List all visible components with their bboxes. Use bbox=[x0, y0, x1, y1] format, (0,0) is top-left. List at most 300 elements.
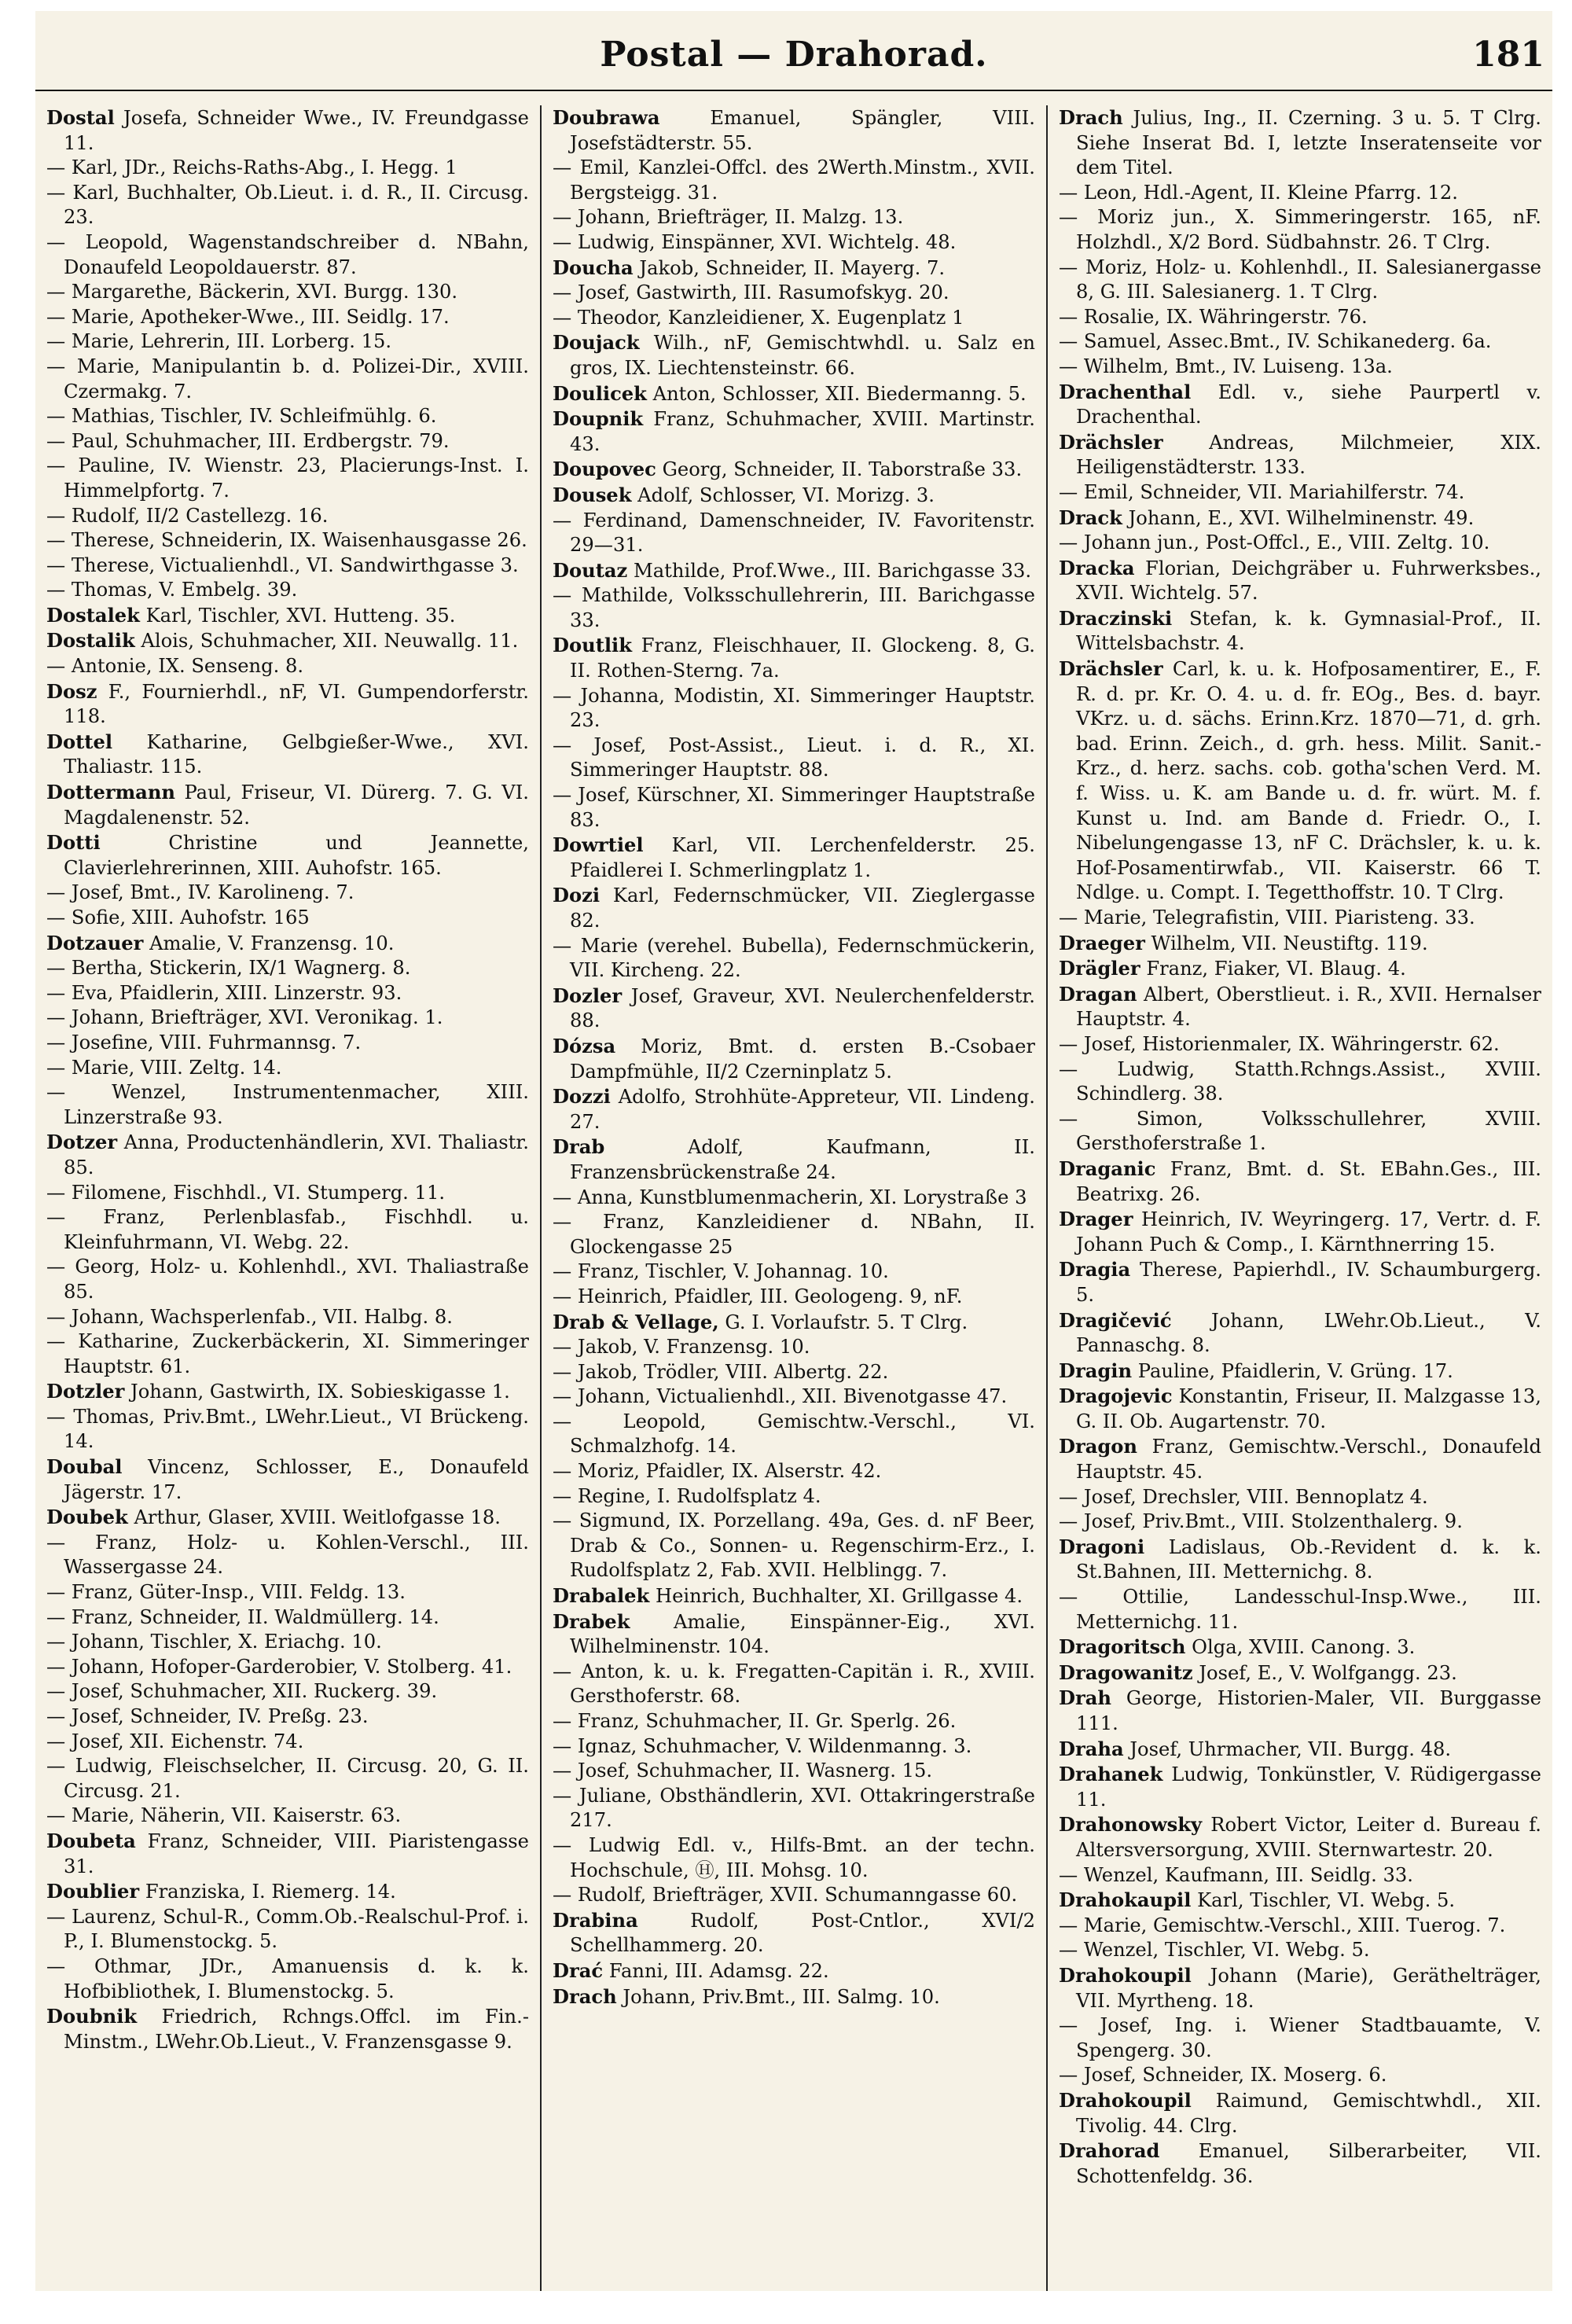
directory-entry bbox=[46, 1754, 529, 1804]
entry-text: Adolf, Kaufmann, II. Franzensbrückenstraße 24. bbox=[570, 1136, 1035, 1183]
directory-entry bbox=[553, 583, 1035, 633]
entry-text: — Franz, Perlenblasfab., Fischhdl. u. Kleinfuhrmann, VI. Webg. 22. bbox=[46, 1206, 529, 1253]
entry-surname: Drächsler bbox=[1059, 657, 1163, 681]
entry-text: Johann (Marie), Geräthelträger, VII. Myrtheng. 18. bbox=[1076, 1964, 1541, 2012]
entry-text: Karl, Tischler, VI. Webg. 5. bbox=[1191, 1889, 1456, 1912]
entry-surname: Drać bbox=[553, 1958, 604, 1982]
entry-text: Edl. v., siehe Paurpertl v. Drachenthal. bbox=[1076, 381, 1541, 428]
directory-entry bbox=[46, 603, 529, 629]
entry-text: — Jakob, V. Franzensg. 10. bbox=[553, 1336, 810, 1359]
entry-surname: Doubal bbox=[46, 1455, 123, 1479]
entry-text: Julius, Ing., II. Czerning. 3 u. 5. T Clrg. Siehe Inserat Bd. I, letzte Inseratenseite vor dem Titel. bbox=[1076, 107, 1541, 179]
entry-text: Karl, VII. Lerchenfelderstr. 25. Pfaidlerei I. Schmerlingplatz 1. bbox=[570, 834, 1035, 881]
entry-surname: Drächsler bbox=[1059, 430, 1163, 454]
directory-entry bbox=[1059, 2138, 1541, 2189]
entry-text: Katharine, Gelbgießer-Wwe., XVI. Thaliastr. 115. bbox=[64, 730, 529, 778]
entry-text: Albert, Oberstlieut. i. R., XVII. Hernalser Hauptstr. 4. bbox=[1076, 983, 1541, 1031]
entry-text: — Karl, JDr., Reichs-Raths-Abg., I. Hegg. 1 bbox=[46, 156, 457, 179]
directory-entry bbox=[1059, 1762, 1541, 1812]
directory-page bbox=[35, 11, 1552, 2291]
entry-text: — Ludwig Edl. v., Hilfs-Bmt. an der techn. Hochschule, Ⓗ, III. Mohsg. 10. bbox=[553, 1833, 1035, 1881]
entry-text: — Anton, k. u. k. Fregatten-Capitän i. R., XVIII. Gersthoferstr. 68. bbox=[553, 1660, 1035, 1708]
entry-text: — Wenzel, Instrumentenmacher, XIII. Linzerstraße 93. bbox=[46, 1081, 529, 1128]
entry-text: Carl, k. u. k. Hofposamentirer, E., F. R. d. pr. Kr. O. 4. u. d. fr. EOg., Bes. d. bayr. VKrz. u. d. sächs. Erinn.Krz. 1870—71, d. grh. bad. Erinn. Zeich., d. grh. hess. Milit. Sanit.-Krz., d. herz. sachs. cob. gotha'schen Verd. M. f. Wiss. u. K. am Bande u. d. fr. würt. M. f. Kunst u. Ind. am Bande d. Friedr. O., I. Nibelungengasse 13, nF C. Drächsler, k. u. k. Hof-Posamentirwfab., VII. Kaiserstr. 66 T. Ndlge. u. Compt. I. Tegetthoffstr. 10. T Clrg. bbox=[1076, 658, 1541, 904]
entry-surname: Drahokoupil bbox=[1059, 2088, 1192, 2112]
entry-text: — Moriz, Pfaidler, IX. Alserstr. 42. bbox=[553, 1460, 882, 1483]
entry-text: — Franz, Kanzleidiener d. NBahn, II. Glockengasse 25 bbox=[553, 1211, 1035, 1258]
directory-entry bbox=[1059, 480, 1541, 506]
entry-surname: Dotti bbox=[46, 831, 101, 855]
entry-surname: Dozler bbox=[553, 984, 623, 1007]
entry-text: — Josef, Schneider, IX. Moserg. 6. bbox=[1059, 2064, 1387, 2087]
directory-entry bbox=[46, 1505, 529, 1531]
directory-entry bbox=[553, 558, 1035, 584]
entry-text: — Rosalie, IX. Währingerstr. 76. bbox=[1059, 305, 1368, 328]
directory-entry bbox=[553, 1958, 1035, 1984]
entry-text: Josefa, Schneider Wwe., IV. Freundgasse 11. bbox=[64, 107, 529, 154]
directory-entry bbox=[46, 1905, 529, 1954]
column-left bbox=[35, 105, 542, 2291]
entry-text: — Ludwig, Fleischselcher, II. Circusg. 20, G. II. Circusg. 21. bbox=[46, 1755, 529, 1802]
directory-entry bbox=[1059, 305, 1541, 330]
entry-surname: Dragičević bbox=[1059, 1308, 1172, 1332]
entry-text: Johann, E., XVI. Wilhelminenstr. 49. bbox=[1122, 506, 1475, 529]
directory-entry bbox=[1059, 1384, 1541, 1434]
directory-entry bbox=[46, 528, 529, 553]
entry-text: — Therese, Victualienhdl., VI. Sandwirthgasse 3. bbox=[46, 553, 519, 576]
directory-entry bbox=[1059, 2063, 1541, 2088]
directory-entry bbox=[1059, 931, 1541, 957]
entry-text: — Georg, Holz- u. Kohlenhdl., XVI. Thaliastraße 85. bbox=[46, 1256, 529, 1303]
directory-entry bbox=[46, 578, 529, 603]
entry-text: — Ludwig, Einspänner, XVI. Wichtelg. 48. bbox=[553, 230, 957, 253]
directory-entry bbox=[553, 105, 1035, 156]
entry-text: — Josefine, VIII. Fuhrmannsg. 7. bbox=[46, 1031, 362, 1054]
entry-surname: Draeger bbox=[1059, 931, 1145, 954]
directory-entry bbox=[1059, 1888, 1541, 1914]
directory-entry bbox=[46, 1080, 529, 1130]
directory-entry bbox=[1059, 105, 1541, 181]
entry-text: — Jakob, Trödler, VIII. Albertg. 22. bbox=[553, 1360, 889, 1383]
entry-surname: Draha bbox=[1059, 1737, 1124, 1760]
column-right bbox=[1048, 105, 1552, 2291]
directory-entry bbox=[1059, 1963, 1541, 2013]
entry-text: Friedrich, Rchngs.Offcl. im Fin.-Minstm., LWehr.Ob.Lieut., V. Franzensgasse 9. bbox=[64, 2006, 529, 2053]
directory-entry bbox=[1059, 956, 1541, 982]
entry-surname: Drab & Vellage, bbox=[553, 1310, 719, 1333]
entry-text: — Ludwig, Statth.Rchngs.Assist., XVIII. Schindlerg. 38. bbox=[1059, 1057, 1541, 1105]
entry-surname: Dowrtiel bbox=[553, 833, 644, 857]
entry-text: Anton, Schlosser, XII. Biedermanng. 5. bbox=[646, 382, 1027, 405]
directory-entry bbox=[553, 1410, 1035, 1459]
directory-entry bbox=[553, 684, 1035, 734]
entry-text: — Franz, Schneider, II. Waldmüllerg. 14. bbox=[46, 1605, 439, 1628]
entry-text: — Bertha, Stickerin, IX/1 Wagnerg. 8. bbox=[46, 957, 411, 980]
entry-surname: Drack bbox=[1059, 506, 1122, 529]
entry-surname: Drahanek bbox=[1059, 1763, 1163, 1786]
entry-text: Franz, Gemischtw.-Verschl., Donaufeld Hauptstr. 45. bbox=[1076, 1436, 1541, 1484]
entry-text: — Josef, Drechsler, VIII. Bennoplatz 4. bbox=[1059, 1485, 1428, 1508]
directory-entry bbox=[553, 1583, 1035, 1609]
entry-text: — Moriz jun., X. Simmeringerstr. 165, nF. Holzhdl., X/2 Bord. Südbahnstr. 26. T Clrg. bbox=[1059, 206, 1541, 253]
entry-text: Josef, Uhrmacher, VII. Burgg. 48. bbox=[1123, 1737, 1452, 1760]
page-number: 181 bbox=[1472, 35, 1544, 75]
directory-entry bbox=[46, 1879, 529, 1905]
entry-text: — Wilhelm, Bmt., IV. Luiseng. 13a. bbox=[1059, 355, 1393, 377]
directory-entry bbox=[46, 1255, 529, 1304]
column-middle bbox=[542, 105, 1048, 2291]
entry-text: Emanuel, Spängler, VIII. Josefstädterstr. 55. bbox=[570, 107, 1035, 154]
directory-entry bbox=[1059, 506, 1541, 531]
directory-entry bbox=[46, 355, 529, 404]
entry-text: Karl, Tischler, XVI. Hutteng. 35. bbox=[139, 604, 456, 627]
entry-surname: Dotzler bbox=[46, 1380, 125, 1403]
directory-entry bbox=[1059, 531, 1541, 556]
directory-entry bbox=[553, 1660, 1035, 1709]
entry-text: — Johann, Hofoper-Garderobier, V. Stolberg. 41. bbox=[46, 1655, 512, 1678]
entry-surname: Dragowanitz bbox=[1059, 1660, 1193, 1684]
entry-text: Konstantin, Friseur, II. Malzgasse 13, G. II. Ob. Augartenstr. 70. bbox=[1076, 1385, 1541, 1432]
entry-text: — Emil, Kanzlei-Offcl. des 2Werth.Minstm., XVII. Bergsteigg. 31. bbox=[553, 156, 1035, 204]
entry-text: Franz, Schuhmacher, XVIII. Martinstr. 43. bbox=[570, 408, 1035, 455]
entry-surname: Doujack bbox=[553, 331, 640, 355]
directory-entry bbox=[46, 1006, 529, 1031]
entry-text: Franziska, I. Riemerg. 14. bbox=[139, 1881, 396, 1903]
directory-entry bbox=[1059, 1812, 1541, 1863]
entry-text: — Sigmund, IX. Porzellang. 49a, Ges. d. nF Beer, Drab & Co., Sonnen- u. Regenschirm-Erz., I. Rudolfsplatz 2, Fab. XVII. Helblingg. 7. bbox=[553, 1509, 1035, 1582]
entry-surname: Dragia bbox=[1059, 1258, 1131, 1282]
entry-text: — Josef, Post-Assist., Lieut. i. d. R., XI. Simmeringer Hauptstr. 88. bbox=[553, 734, 1035, 781]
entry-text: — Heinrich, Pfaidler, III. Geologeng. 9, nF. bbox=[553, 1285, 963, 1307]
directory-entry bbox=[553, 230, 1035, 256]
entry-text: Stefan, k. k. Gymnasial-Prof., II. Wittelsbachstr. 4. bbox=[1076, 607, 1541, 655]
entry-text: — Antonie, IX. Senseng. 8. bbox=[46, 655, 304, 678]
directory-entry bbox=[1059, 1207, 1541, 1257]
entry-text: — Rudolf, Briefträger, XVII. Schumanngasse 60. bbox=[553, 1884, 1018, 1907]
directory-entry bbox=[46, 1655, 529, 1680]
directory-entry bbox=[553, 1134, 1035, 1185]
directory-entry bbox=[553, 1883, 1035, 1908]
entry-text: — Rudolf, II/2 Castellezg. 16. bbox=[46, 504, 329, 527]
directory-entry bbox=[1059, 2088, 1541, 2138]
entry-surname: Drabalek bbox=[553, 1584, 650, 1608]
entry-surname: Draczinski bbox=[1059, 606, 1173, 630]
entry-text: — Regine, I. Rudolfsplatz 4. bbox=[553, 1484, 821, 1507]
directory-entry bbox=[553, 1609, 1035, 1660]
entry-surname: Doulicek bbox=[553, 381, 647, 405]
directory-entry bbox=[1059, 556, 1541, 606]
entry-surname: Dostal bbox=[46, 106, 115, 129]
entry-text: — Ferdinand, Damenschneider, IV. Favoritenstr. 29—31. bbox=[553, 509, 1035, 557]
directory-entry bbox=[553, 1709, 1035, 1734]
entry-text: Franz, Bmt. d. St. EBahn.Ges., III. Beatrixg. 26. bbox=[1076, 1157, 1541, 1205]
directory-entry bbox=[46, 1329, 529, 1379]
entry-surname: Doucha bbox=[553, 256, 634, 279]
directory-entry bbox=[553, 1833, 1035, 1883]
entry-text: Adolfo, Strohhüte-Appreteur, VII. Lindeng. 27. bbox=[570, 1086, 1035, 1133]
directory-entry bbox=[46, 181, 529, 230]
entry-text: Paul, Friseur, VI. Dürerg. 7. G. VI. Magdalenenstr. 52. bbox=[64, 781, 529, 829]
directory-entry bbox=[46, 553, 529, 579]
directory-entry bbox=[46, 156, 529, 181]
directory-entry bbox=[46, 454, 529, 503]
directory-entry bbox=[1059, 982, 1541, 1032]
entry-text: — Josef, Schuhmacher, II. Wasnerg. 15. bbox=[553, 1760, 933, 1782]
entry-text: Jakob, Schneider, II. Mayerg. 7. bbox=[633, 256, 946, 279]
directory-entry bbox=[46, 1305, 529, 1330]
directory-entry bbox=[553, 934, 1035, 984]
directory-entry bbox=[553, 1259, 1035, 1285]
entry-text: — Josef, Historienmaler, IX. Währingerstr. 62. bbox=[1059, 1032, 1500, 1055]
entry-surname: Doutlik bbox=[553, 634, 633, 657]
entry-text: — Moriz, Holz- u. Kohlenhdl., II. Salesianergasse 8, G. III. Salesianerg. 1. T Clrg. bbox=[1059, 256, 1541, 303]
entry-surname: Dousek bbox=[553, 483, 632, 506]
entry-text: — Johann, Tischler, X. Eriachg. 10. bbox=[46, 1631, 382, 1653]
entry-text: — Franz, Schuhmacher, II. Gr. Sperlg. 26. bbox=[553, 1710, 957, 1732]
entry-text: — Franz, Tischler, V. Johannag. 10. bbox=[553, 1260, 889, 1283]
entry-text: — Katharine, Zuckerbäckerin, XI. Simmeringer Hauptstr. 61. bbox=[46, 1330, 529, 1377]
entry-text: Adolf, Schlosser, VI. Morizg. 3. bbox=[631, 484, 935, 506]
entry-text: — Karl, Buchhalter, Ob.Lieut. i. d. R., II. Circusg. 23. bbox=[46, 181, 529, 229]
entry-text: — Johann, Wachsperlenfab., VII. Halbg. 8. bbox=[46, 1305, 453, 1328]
directory-entry bbox=[1059, 1509, 1541, 1535]
entry-text: Christine und Jeannette, Clavierlehrerinnen, XIII. Auhofstr. 165. bbox=[64, 832, 529, 879]
entry-text: Arthur, Glaser, XVIII. Weitlofgasse 18. bbox=[127, 1506, 501, 1529]
entry-surname: Dragin bbox=[1059, 1359, 1133, 1382]
entry-text: — Marie, Lehrerin, III. Lorberg. 15. bbox=[46, 330, 392, 353]
entry-text: F., Fournierhdl., nF, VI. Gumpendorferstr. 118. bbox=[64, 680, 529, 728]
directory-entry bbox=[46, 1580, 529, 1605]
directory-entry bbox=[1059, 1434, 1541, 1484]
entry-surname: Doupovec bbox=[553, 458, 656, 481]
directory-entry bbox=[46, 1704, 529, 1730]
directory-entry bbox=[46, 1605, 529, 1631]
entry-surname: Dotzer bbox=[46, 1131, 118, 1154]
directory-entry bbox=[46, 504, 529, 529]
directory-entry bbox=[46, 981, 529, 1006]
entry-surname: Drabina bbox=[553, 1908, 638, 1932]
directory-entry bbox=[46, 654, 529, 679]
directory-entry bbox=[46, 1031, 529, 1056]
directory-entry bbox=[46, 1531, 529, 1580]
entry-surname: Doutaz bbox=[553, 558, 628, 582]
entry-text: Mathilde, Prof.Wwe., III. Barichgasse 33. bbox=[627, 559, 1032, 582]
directory-entry bbox=[46, 881, 529, 906]
directory-entry bbox=[1059, 1057, 1541, 1107]
directory-entry bbox=[46, 931, 529, 957]
directory-entry bbox=[553, 1186, 1035, 1211]
entry-text: — Josef, Bmt., IV. Karolineng. 7. bbox=[46, 881, 354, 904]
entry-text: Vincenz, Schlosser, E., Donaufeld Jägerstr. 17. bbox=[64, 1456, 529, 1503]
directory-entry bbox=[553, 1509, 1035, 1583]
entry-text: Karl, Federnschmücker, VII. Zieglergasse 82. bbox=[570, 884, 1035, 932]
entry-text: — Filomene, Fischhdl., VI. Stumperg. 11. bbox=[46, 1181, 446, 1204]
entry-text: — Simon, Volksschullehrer, XVIII. Gersthoferstraße 1. bbox=[1059, 1107, 1541, 1155]
page-header bbox=[35, 11, 1552, 91]
directory-entry bbox=[46, 906, 529, 931]
directory-entry bbox=[553, 330, 1035, 381]
directory-entry bbox=[553, 883, 1035, 933]
entry-text: — Franz, Güter-Insp., VIII. Feldg. 13. bbox=[46, 1581, 406, 1604]
directory-entry bbox=[553, 1360, 1035, 1385]
directory-entry bbox=[46, 1954, 529, 2004]
entry-text: — Mathias, Tischler, IV. Schleifmühlg. 6. bbox=[46, 405, 437, 428]
entry-text: Johann, LWehr.Ob.Lieut., V. Pannaschg. 8. bbox=[1076, 1309, 1541, 1357]
entry-text: Ladislaus, Ob.-Revident d. k. k. St.Bahnen, III. Metternichg. 8. bbox=[1076, 1535, 1541, 1583]
entry-text: George, Historien-Maler, VII. Burggasse 111. bbox=[1076, 1687, 1541, 1734]
directory-entry bbox=[553, 381, 1035, 407]
directory-entry bbox=[1059, 656, 1541, 906]
entry-surname: Dottermann bbox=[46, 781, 176, 804]
entry-surname: Dracka bbox=[1059, 556, 1135, 579]
directory-entry bbox=[553, 483, 1035, 509]
entry-surname: Doubnik bbox=[46, 2005, 138, 2028]
entry-text: Franz, Schneider, VIII. Piaristengasse 31. bbox=[64, 1829, 529, 1877]
directory-columns bbox=[35, 91, 1552, 2291]
entry-text: Johann, Gastwirth, IX. Sobieskigasse 1. bbox=[124, 1381, 510, 1403]
directory-entry bbox=[553, 281, 1035, 306]
entry-text: Alois, Schuhmacher, XII. Neuwallg. 11. bbox=[134, 630, 519, 653]
entry-text: — Johann jun., Post-Offcl., E., VIII. Zeltg. 10. bbox=[1059, 531, 1490, 554]
directory-entry bbox=[46, 730, 529, 780]
entry-text: — Therese, Schneiderin, IX. Waisenhausgasse 26. bbox=[46, 529, 527, 552]
entry-surname: Draganic bbox=[1059, 1156, 1156, 1180]
entry-text: Raimund, Gemischtwhdl., XII. Tivolig. 44. Clrg. bbox=[1076, 2089, 1541, 2137]
entry-surname: Drägler bbox=[1059, 957, 1140, 980]
directory-entry bbox=[1059, 1107, 1541, 1156]
entry-surname: Doubeta bbox=[46, 1829, 136, 1852]
entry-text: — Emil, Schneider, VII. Mariahilferstr. 74. bbox=[1059, 480, 1465, 503]
entry-text: — Marie, Manipulantin b. d. Polizei-Dir., XVIII. Czermakg. 7. bbox=[46, 355, 529, 403]
entry-text: — Marie, Apotheker-Wwe., III. Seidlg. 17. bbox=[46, 305, 450, 328]
entry-text: — Mathilde, Volksschullehrerin, III. Barichgasse 33. bbox=[553, 584, 1035, 631]
directory-entry bbox=[46, 780, 529, 830]
entry-text: — Thomas, V. Embelg. 39. bbox=[46, 579, 298, 601]
directory-entry bbox=[553, 205, 1035, 230]
directory-entry bbox=[553, 984, 1035, 1034]
directory-entry bbox=[553, 1784, 1035, 1833]
entry-surname: Dozi bbox=[553, 884, 601, 907]
directory-entry bbox=[46, 956, 529, 981]
directory-entry bbox=[1059, 205, 1541, 255]
directory-entry bbox=[46, 305, 529, 330]
entry-surname: Dosz bbox=[46, 679, 97, 703]
directory-entry bbox=[46, 1454, 529, 1505]
directory-entry bbox=[1059, 1485, 1541, 1510]
directory-entry bbox=[46, 679, 529, 730]
entry-text: Moriz, Bmt. d. ersten B.-Csobaer Dampfmühle, II/2 Czerninplatz 5. bbox=[570, 1035, 1035, 1083]
entry-text: Heinrich, IV. Weyringerg. 17, Vertr. d. F. Johann Puch & Comp., I. Kärnthnerring 15. bbox=[1076, 1208, 1541, 1256]
entry-text: Josef, E., V. Wolfgangg. 23. bbox=[1192, 1661, 1457, 1684]
entry-text: — Leopold, Wagenstandschreiber d. NBahn, Donaufeld Leopoldauerstr. 87. bbox=[46, 230, 529, 278]
entry-text: — Marie, VIII. Zeltg. 14. bbox=[46, 1056, 282, 1079]
directory-entry bbox=[1059, 1914, 1541, 1939]
entry-text: Anna, Productenhändlerin, XVI. Thaliastr. 85. bbox=[64, 1131, 529, 1179]
directory-entry bbox=[553, 1310, 1035, 1336]
directory-entry bbox=[46, 404, 529, 429]
directory-entry bbox=[46, 230, 529, 280]
directory-entry bbox=[553, 406, 1035, 457]
entry-text: — Josef, Priv.Bmt., VIII. Stolzenthalerg. 9. bbox=[1059, 1510, 1463, 1533]
entry-surname: Drahokaupil bbox=[1059, 1888, 1192, 1912]
page-title: Postal — Drahorad. bbox=[600, 35, 988, 75]
entry-text: — Leopold, Gemischtw.-Verschl., VI. Schmalzhofg. 14. bbox=[553, 1410, 1035, 1458]
entry-text: — Marie, Näherin, VII. Kaiserstr. 63. bbox=[46, 1804, 402, 1827]
entry-surname: Dragoritsch bbox=[1059, 1635, 1186, 1659]
entry-surname: Doubek bbox=[46, 1506, 128, 1529]
entry-surname: Doublier bbox=[46, 1880, 140, 1903]
directory-entry bbox=[1059, 1737, 1541, 1763]
entry-text: Pauline, Pfaidlerin, V. Grüng. 17. bbox=[1132, 1359, 1453, 1382]
directory-entry bbox=[1059, 606, 1541, 656]
entry-text: Andreas, Milchmeier, XIX. Heiligenstädterstr. 133. bbox=[1076, 431, 1541, 479]
directory-entry bbox=[46, 2004, 529, 2054]
entry-text: — Franz, Holz- u. Kohlen-Verschl., III. Wassergasse 24. bbox=[46, 1531, 529, 1579]
directory-entry bbox=[46, 1056, 529, 1081]
entry-surname: Doubrawa bbox=[553, 106, 660, 129]
entry-surname: Drahorad bbox=[1059, 2139, 1160, 2163]
directory-entry bbox=[553, 833, 1035, 883]
entry-text: Fanni, III. Adamsg. 22. bbox=[603, 1959, 829, 1982]
entry-surname: Drach bbox=[553, 1984, 617, 2008]
entry-surname: Drahonowsky bbox=[1059, 1813, 1203, 1837]
entry-text: G. I. Vorlaufstr. 5. T Clrg. bbox=[718, 1311, 968, 1333]
directory-entry bbox=[46, 1405, 529, 1454]
entry-text: Franz, Fleischhauer, II. Glockeng. 8, G. II. Rothen-Sterng. 7a. bbox=[570, 634, 1035, 682]
entry-text: Ludwig, Tonkünstler, V. Rüdigergasse 11. bbox=[1076, 1763, 1541, 1811]
entry-surname: Dostalik bbox=[46, 629, 135, 653]
directory-entry bbox=[46, 1804, 529, 1829]
directory-entry bbox=[1059, 380, 1541, 430]
entry-text: Heinrich, Buchhalter, XI. Grillgasse 4. bbox=[649, 1585, 1023, 1608]
directory-entry bbox=[553, 509, 1035, 558]
entry-surname: Dottel bbox=[46, 730, 113, 753]
directory-entry bbox=[553, 734, 1035, 783]
entry-text: — Josef, Schuhmacher, XII. Ruckerg. 39. bbox=[46, 1680, 438, 1703]
directory-entry bbox=[553, 1384, 1035, 1410]
directory-entry bbox=[46, 1730, 529, 1755]
entry-text: Amalie, V. Franzensg. 10. bbox=[143, 932, 395, 954]
entry-surname: Dragan bbox=[1059, 982, 1137, 1006]
directory-entry bbox=[46, 1829, 529, 1879]
directory-entry bbox=[553, 1210, 1035, 1259]
entry-text: — Othmar, JDr., Amanuensis d. k. k. Hofbibliothek, I. Blumenstockg. 5. bbox=[46, 1954, 529, 2002]
directory-entry bbox=[1059, 1863, 1541, 1888]
entry-text: Franz, Fiaker, VI. Blaug. 4. bbox=[1140, 958, 1406, 980]
directory-entry bbox=[46, 1205, 529, 1255]
directory-entry bbox=[1059, 256, 1541, 305]
entry-text: Rudolf, Post-Cntlor., XVI/2 Schellhammerg. 20. bbox=[570, 1909, 1035, 1957]
directory-entry bbox=[1059, 1359, 1541, 1384]
entry-surname: Doupnik bbox=[553, 407, 644, 431]
entry-text: — Marie, Telegrafistin, VIII. Piaristeng. 33. bbox=[1059, 906, 1475, 928]
entry-surname: Drager bbox=[1059, 1208, 1133, 1231]
directory-entry bbox=[46, 1181, 529, 1206]
entry-surname: Dragon bbox=[1059, 1435, 1138, 1458]
entry-text: Wilhelm, VII. Neustiftg. 119. bbox=[1144, 932, 1428, 954]
entry-text: — Marie, Gemischtw.-Verschl., XIII. Tuerog. 7. bbox=[1059, 1914, 1506, 1936]
directory-entry bbox=[553, 1285, 1035, 1310]
directory-entry bbox=[553, 1734, 1035, 1760]
directory-entry bbox=[46, 280, 529, 305]
entry-text: Amalie, Einspänner-Eig., XVI. Wilhelminenstr. 104. bbox=[570, 1610, 1035, 1658]
entry-text: — Sofie, XIII. Auhofstr. 165 bbox=[46, 906, 310, 928]
entry-text: — Johann, Briefträger, XVI. Veronikag. 1. bbox=[46, 1006, 443, 1029]
entry-text: — Ignaz, Schuhmacher, V. Wildenmanng. 3. bbox=[553, 1734, 972, 1757]
directory-entry bbox=[1059, 1660, 1541, 1686]
entry-text: — Ottilie, Landesschul-Insp.Wwe., III. Metternichg. 11. bbox=[1059, 1586, 1541, 1633]
directory-entry bbox=[553, 256, 1035, 281]
